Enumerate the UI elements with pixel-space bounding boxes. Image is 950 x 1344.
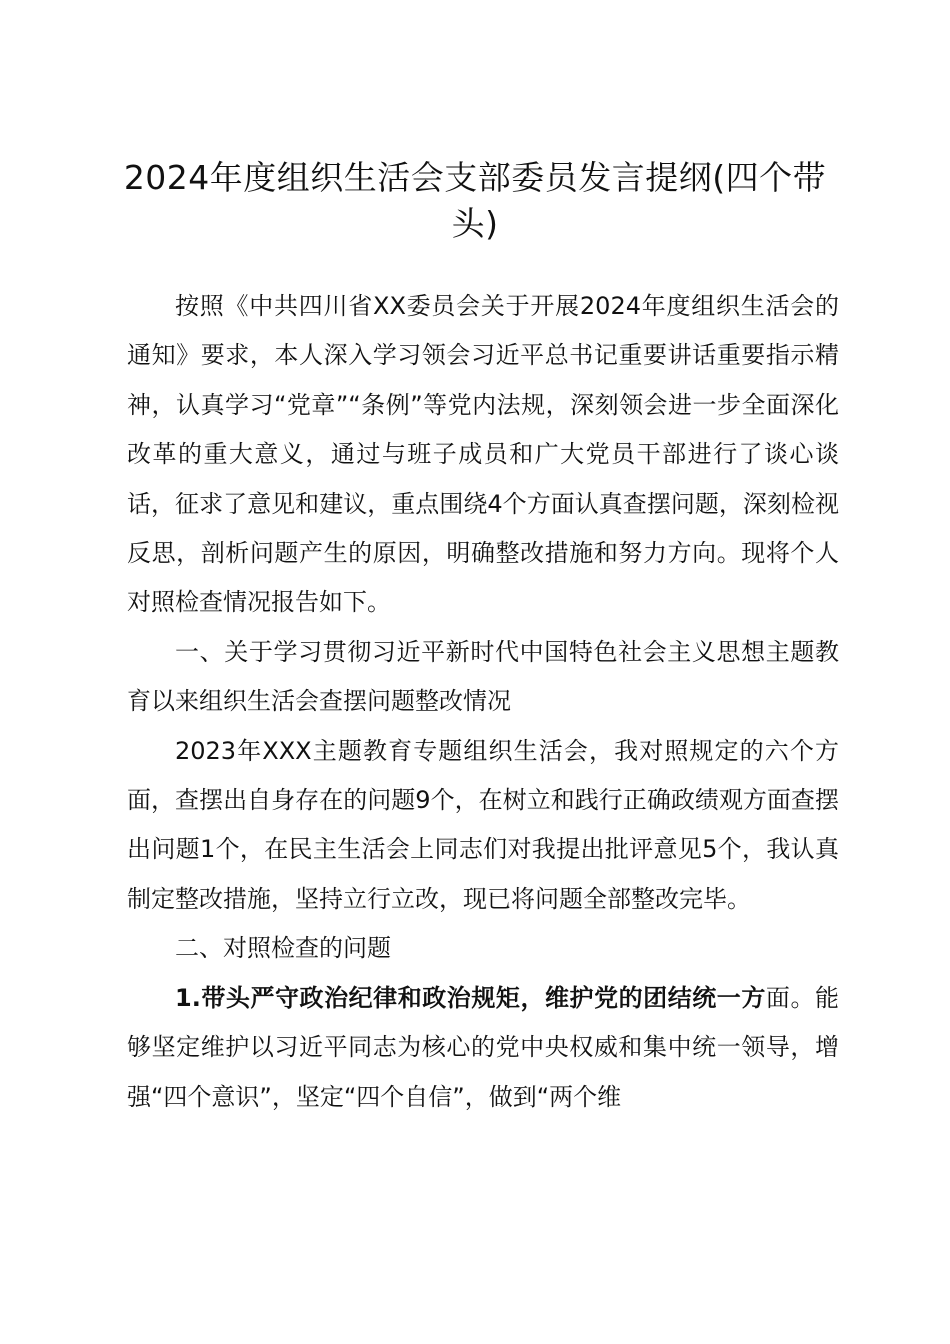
rectification-paragraph: 2023年XXX主题教育专题组织生活会，我对照规定的六个方面，查摆出自身存在的问题9个，在树立和践行正确政绩观方面查摆出问题1个，在民主生活会上同志们对我提出批评意见5个，我认真制定整改措施，坚持立行立改，现已将问题全部整改完毕。 — [127, 736, 839, 913]
intro-paragraph: 按照《中共四川省XX委员会关于开展2024年度组织生活会的通知》要求，本人深入学习领会习近平总书记重要讲话重要指示精神，认真学习“党章”“条例”等党内法规，深刻领会进一步全面深化改革的重大意义，通过与班子成员和广大党员干部进行了谈心谈话，征求了意见和建议，重点围绕4个方面认真查摆问题，深刻检视反思，剖析问题产生的原因，明确整改措施和努力方向。现将个人对照检查情况报告如下。 — [127, 292, 839, 617]
section-heading-1: 一、关于学习贯彻习近平新时代中国特色社会主义思想主题教育以来组织生活会查摆问题整改情况 — [127, 637, 839, 716]
section-heading-2: 二、对照检查的问题 — [175, 934, 391, 963]
document-body — [127, 282, 839, 1122]
item-1-paragraph — [127, 974, 839, 1122]
document-title: 2024年度组织生活会支部委员发言提纲(四个带头) — [123, 158, 827, 243]
item-1-text: 面。能够坚定维护以习近平同志为核心的党中央权威和集中统一领导，增强“四个意识”，坚定“四个自信”，做到“两个维 — [127, 983, 839, 1111]
item-1-heading: 1.带头严守政治纪律和政治规矩，维护党的团结统一方 — [175, 983, 766, 1012]
